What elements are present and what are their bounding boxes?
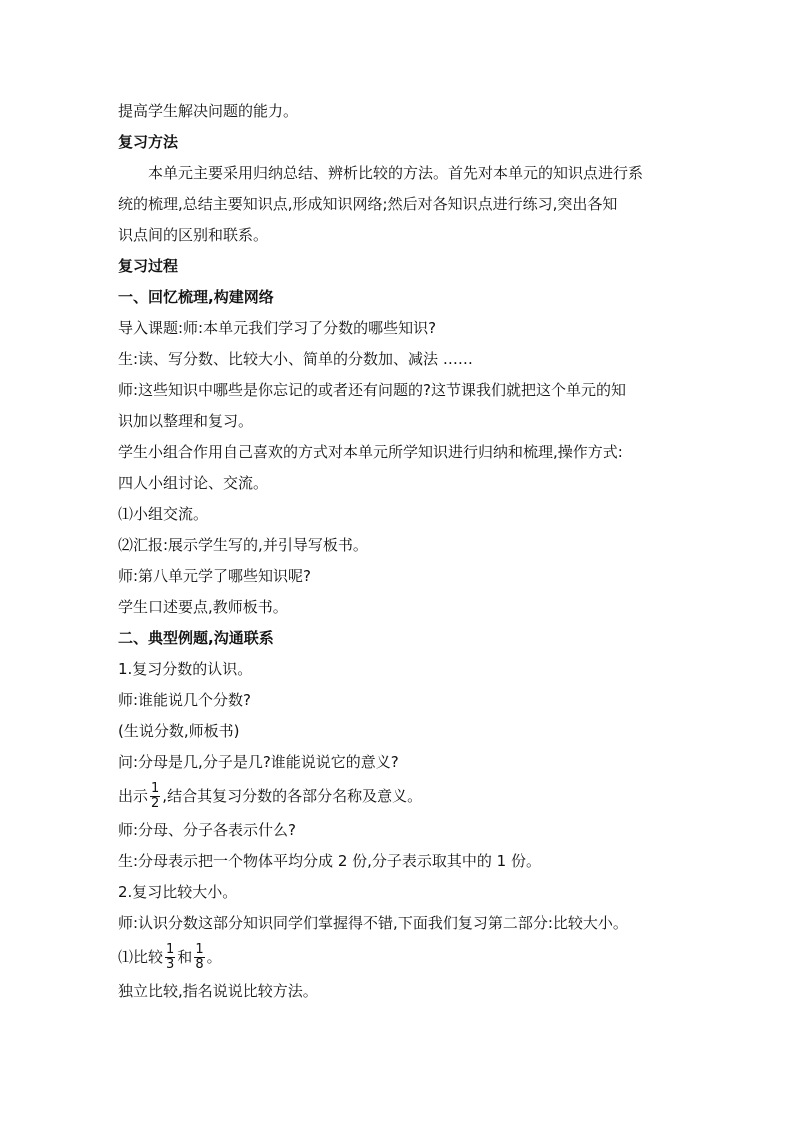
fraction-denominator: 8 xyxy=(195,957,204,972)
text-line: ⑴小组交流。 xyxy=(118,505,209,523)
text-line: 四人小组讨论、交流。 xyxy=(118,474,269,492)
subsection-heading-1: 一、回忆梳理,构建网络 xyxy=(118,288,274,306)
fraction-denominator: 2 xyxy=(151,796,160,811)
text-line: 识点间的区别和联系。 xyxy=(118,226,269,244)
text-segment: ,结合其复习分数的各部分名称及意义。 xyxy=(162,787,423,805)
fraction-one-half xyxy=(150,782,160,811)
text-line: 统的梳理,总结主要知识点,形成知识网络;然后对各知识点进行练习,突出各知 xyxy=(118,195,618,213)
fraction-one-eighth xyxy=(194,943,204,972)
text-line: 师:分母、分子各表示什么? xyxy=(118,821,297,839)
text-line: 师:谁能说几个分数? xyxy=(118,691,252,709)
text-line: 识加以整理和复习。 xyxy=(118,412,254,430)
text-line: 导入课题:师:本单元我们学习了分数的哪些知识? xyxy=(118,319,437,337)
text-line: 师:这些知识中哪些是你忘记的或者还有问题的?这节课我们就把这个单元的知 xyxy=(118,381,627,399)
text-line: 学生口述要点,教师板书。 xyxy=(118,598,288,616)
subsection-heading-2: 二、典型例题,沟通联系 xyxy=(118,629,274,647)
text-line: 1.复习分数的认识。 xyxy=(118,660,253,678)
text-line: (生说分数,师板书) xyxy=(118,722,240,740)
text-line: 生:分母表示把一个物体平均分成 2 份,分子表示取其中的 1 份。 xyxy=(118,852,541,870)
text-line: ⑵汇报:展示学生写的,并引导写板书。 xyxy=(118,536,368,554)
text-segment: 。 xyxy=(206,948,222,966)
text-line: 问:分母是几,分子是几?谁能说说它的意义? xyxy=(118,753,399,771)
text-line: 生:读、写分数、比较大小、简单的分数加、减法 …… xyxy=(118,350,473,368)
document-page xyxy=(118,96,678,1007)
text-line: 本单元主要采用归纳总结、辨析比较的方法。首先对本单元的知识点进行系 xyxy=(148,164,644,182)
text-line-with-fraction xyxy=(118,778,678,815)
text-line: 师:认识分数这部分知识同学们掌握得不错,下面我们复习第二部分:比较大小。 xyxy=(118,914,628,932)
section-heading-review-method: 复习方法 xyxy=(118,133,179,151)
fraction-numerator: 1 xyxy=(195,942,204,957)
text-line-with-fractions xyxy=(118,939,678,976)
text-line: 学生小组合作用自己喜欢的方式对本单元所学知识进行归纳和梳理,操作方式: xyxy=(118,443,623,461)
fraction-denominator: 3 xyxy=(166,957,175,972)
text-segment: 出示 xyxy=(118,787,149,805)
text-line: 提高学生解决问题的能力。 xyxy=(118,102,299,120)
text-line: 2.复习比较大小。 xyxy=(118,883,238,901)
text-segment: 和 xyxy=(177,948,193,966)
fraction-one-third xyxy=(165,943,175,972)
text-line: 师:第八单元学了哪些知识呢? xyxy=(118,567,312,585)
text-line: 独立比较,指名说说比较方法。 xyxy=(118,982,318,1000)
fraction-numerator: 1 xyxy=(151,781,160,796)
section-heading-review-process: 复习过程 xyxy=(118,257,179,275)
fraction-numerator: 1 xyxy=(166,942,175,957)
text-segment: ⑴比较 xyxy=(118,948,164,966)
